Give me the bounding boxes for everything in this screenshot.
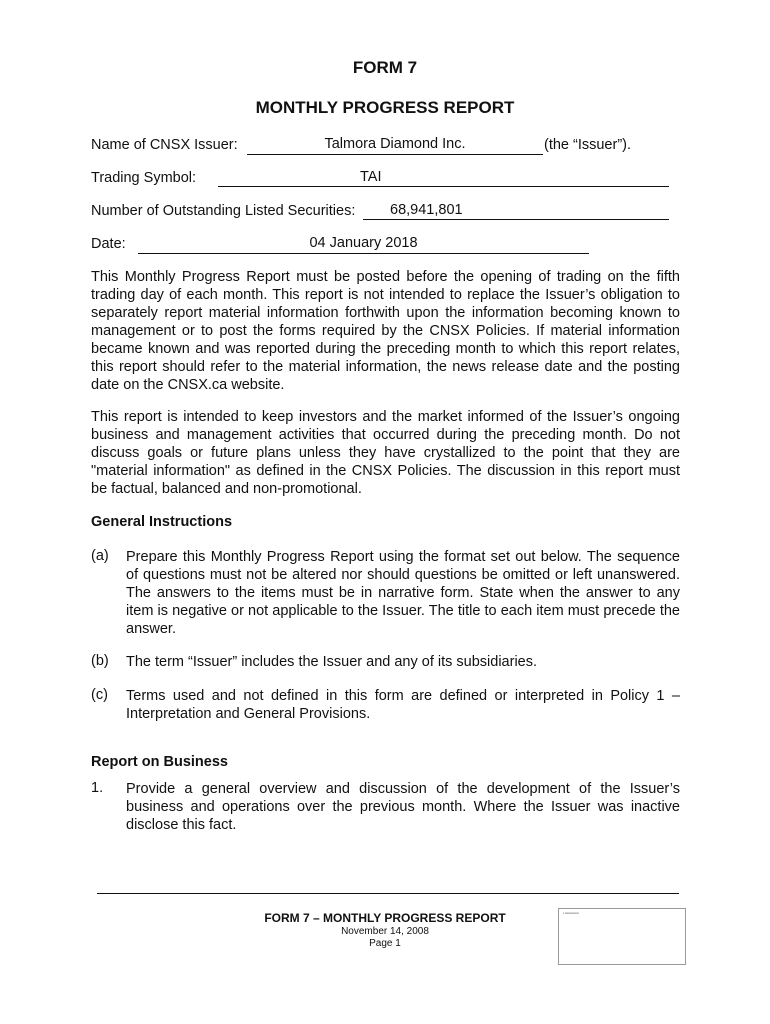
business-item-marker-1: 1. [91,780,104,796]
instruction-text-c: Terms used and not defined in this form are defined or interpreted in Policy 1 – Interpretation and General Provisions. [126,688,680,722]
instruction-marker-b: (b) [91,653,109,669]
instruction-marker-a: (a) [91,548,109,564]
securities-label: Number of Outstanding Listed Securities: [91,203,356,219]
stamp-fine-print: ▪ ▪▪▪▪▪▪▪▪▪▪▪▪▪ [563,911,579,915]
footer-date: November 14, 2008 [341,926,429,937]
instruction-marker-c: (c) [91,687,108,703]
intro-paragraph-1: This Monthly Progress Report must be posted before the opening of trading on the fifth trading day of each month. This report is not intended to replace the Issuer’s obligation to separately report material information forthwith upon the information becoming known to management or to post the forms required by the CNSX Policies. If material information became known and was reported during the preceding month to which this report relates, this report should refer to the material information, the news release date and the posting date on the CNSX.ca website. [91,269,680,393]
instruction-text-b: The term “Issuer” includes the Issuer and any of its subsidiaries. [126,654,538,670]
general-instructions-heading: General Instructions [91,514,233,530]
issuer-value: Talmora Diamond Inc. [247,136,543,155]
trading-symbol-value: TAI [218,169,669,187]
footer-divider [97,893,679,894]
issuer-label: Name of CNSX Issuer: [91,137,238,153]
date-label: Date: [91,236,126,252]
report-title: MONTHLY PROGRESS REPORT [255,98,515,117]
footer-page-number: Page 1 [369,938,401,949]
business-item-text-1: Provide a general overview and discussion of the development of the Issuer’s business and operations over the previous month. Where the Issuer was inactive disclose this fact. [126,781,680,833]
trading-symbol-label: Trading Symbol: [91,170,197,186]
instruction-text-a: Prepare this Monthly Progress Report using the format set out below. The sequence of questions must not be altered nor should questions be omitted or left unanswered. The answers to the items must be in narrative form. State when the answer to any item is negative or not applicable to the Issuer. The title to each item must precede the answer. [126,549,680,637]
issuer-suffix: (the “Issuer”). [544,137,632,153]
date-value: 04 January 2018 [138,235,589,254]
securities-value: 68,941,801 [363,202,669,220]
document-id-stamp [558,908,686,965]
footer-title: FORM 7 – MONTHLY PROGRESS REPORT [264,911,506,925]
intro-paragraph-2: This report is intended to keep investors and the market informed of the Issuer’s ongoing business and management activities that occurred during the preceding month. Do not discuss goals or future plans unless they have crystallized to the point that they are "material information" as defined in the CNSX Policies. The discussion in this report must be factual, balanced and non-promotional. [91,409,680,497]
report-on-business-heading: Report on Business [91,754,228,770]
form-title: FORM 7 [352,58,418,77]
